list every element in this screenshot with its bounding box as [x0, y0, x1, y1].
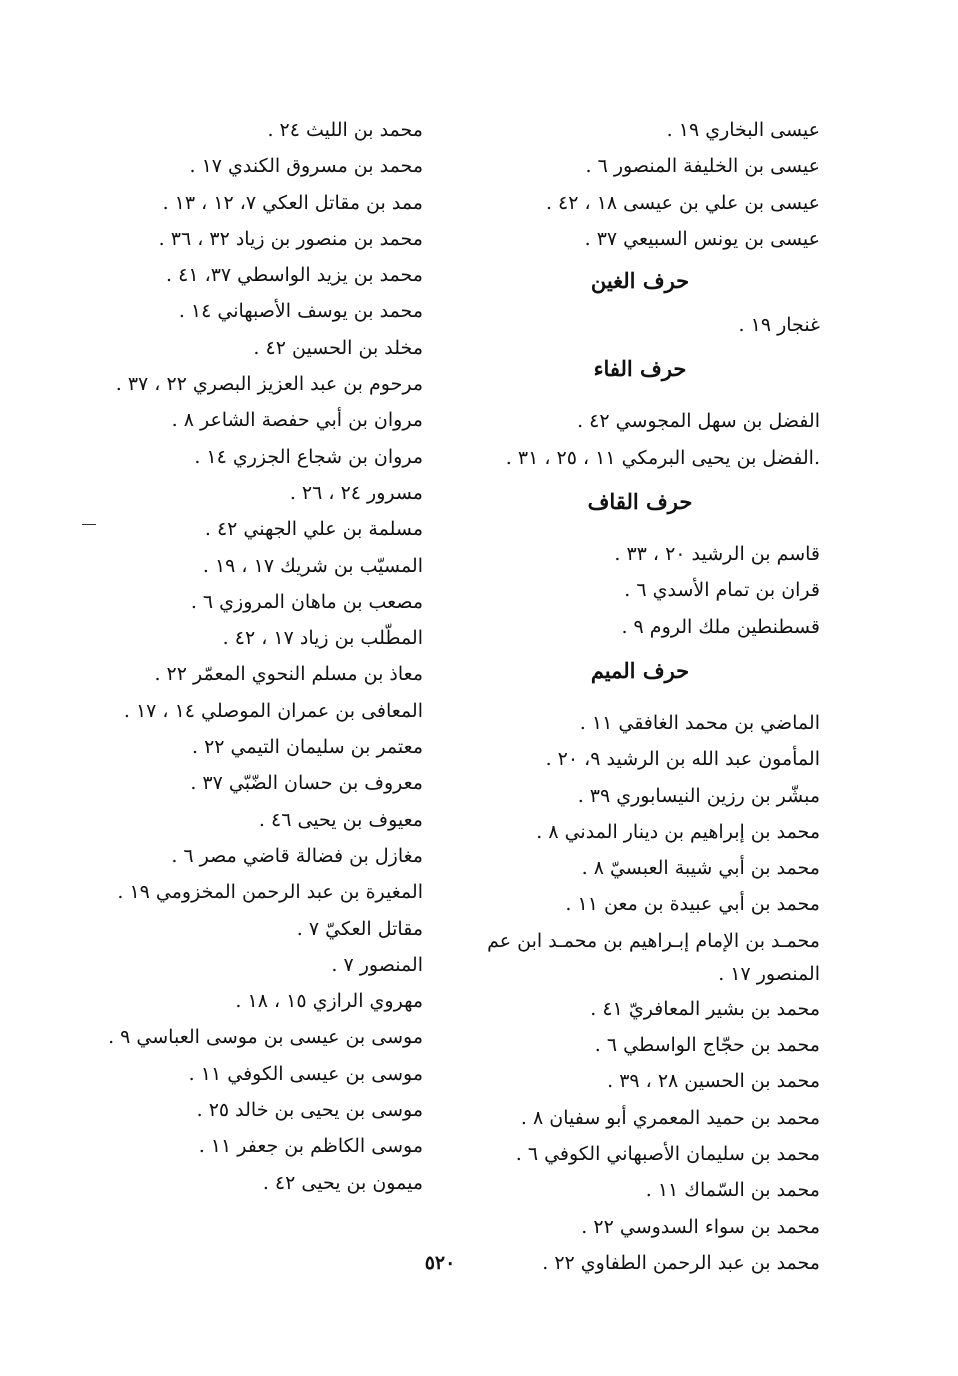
index-entry: مهروي الرازي ١٥ ، ١٨ . — [235, 990, 423, 1013]
index-entry: موسى بن عيسى الكوفي ١١ . — [188, 1062, 423, 1085]
index-entry: موسى الكاظم بن جعفر ١١ . — [198, 1135, 423, 1158]
index-entry: معيوف بن يحيى ٤٦ . — [258, 808, 423, 831]
index-entry: محمد بن يزيد الواسطي ٣٧، ٤١ . — [166, 264, 423, 287]
section-heading-ghain: حرف الغين — [590, 268, 690, 294]
index-entry: مرحوم بن عبد العزيز البصري ٢٢ ، ٣٧ . — [115, 373, 423, 396]
index-entry: معاذ بن مسلم النحوي المعمّر ٢٢ . — [154, 663, 423, 686]
section-heading-mim: حرف الميم — [590, 657, 690, 683]
index-entry: محمد بن السّماك ١١ . — [645, 1179, 820, 1202]
section-heading-qaf: حرف القاف — [587, 489, 693, 515]
index-entry: محمد بن منصور بن زياد ٣٢ ، ٣٦ . — [158, 227, 423, 250]
index-entry: محمد بن الليث ٢٤ . — [267, 119, 423, 141]
index-entry: .الفضل بن يحيى البرمكي ١١ ، ٢٥ ، ٣١ . — [505, 446, 820, 469]
index-entry: معتمر بن سليمان التيمي ٢٢ . — [192, 736, 423, 759]
left-index-column — [93, 112, 423, 1201]
section-heading-fa: حرف الفاء — [593, 356, 687, 382]
index-entry: محمد بن أبي شيبة العبسيّ ٨ . — [581, 857, 820, 880]
index-entry: المغيرة بن عبد الرحمن المخزومي ١٩ . — [117, 881, 423, 904]
index-entry: مروان بن شجاع الجزري ١٤ . — [194, 445, 423, 468]
index-entry: معروف بن حسان الضّبّي ٣٧ . — [190, 772, 423, 795]
index-entry: ممد بن مقاتل العكي ٧، ١٢ ، ١٣ . — [162, 191, 423, 214]
index-entry: المسيّب بن شريك ١٧ ، ١٩ . — [202, 554, 423, 577]
index-entry: مروان بن أبي حفصة الشاعر ٨ . — [171, 409, 423, 432]
index-entry: محمد بن عبد الرحمن الطفاوي ٢٢ . — [542, 1251, 820, 1274]
index-entry: مسرور ٢٤ ، ٢٦ . — [289, 481, 423, 504]
index-entry: مغازل بن فضالة قاضي مصر ٦ . — [171, 844, 423, 867]
index-entry: مخلد بن الحسين ٤٢ . — [253, 336, 423, 359]
index-entry: الفضل بن سهل المجوسي ٤٢ . — [577, 410, 820, 433]
index-entry: المطّلب بن زياد ١٧ ، ٤٢ . — [222, 627, 423, 650]
index-entry: الماضي بن محمد الغافقي ١١ . — [579, 711, 820, 734]
index-entry: المنصور ٧ . — [331, 953, 423, 976]
index-entry: محمد بن بشير المعافريّ ٤١ . — [590, 997, 820, 1020]
index-entry: قاسم بن الرشيد ٢٠ ، ٣٣ . — [614, 543, 820, 566]
index-entry: مقاتل العكيّ ٧ . — [296, 917, 423, 940]
index-entry: محمد بن سواء السدوسي ٢٢ . — [581, 1215, 820, 1238]
index-entry: عيسى بن يونس السبيعي ٣٧ . — [584, 227, 820, 250]
index-entry: المأمون عبد الله بن الرشيد ٩، ٢٠ . — [545, 748, 820, 771]
index-entry: غنجار ١٩ . — [738, 314, 820, 337]
index-entry: المعافى بن عمران الموصلي ١٤ ، ١٧ . — [123, 699, 423, 722]
index-entry: محمد بن أبي عبيدة بن معن ١١ . — [565, 893, 820, 916]
index-entry: عيسى بن الخليفة المنصور ٦ . — [585, 155, 820, 178]
margin-mark — [82, 524, 96, 525]
index-entry: عيسى بن علي بن عيسى ١٨ ، ٤٢ . — [545, 191, 820, 214]
index-entry: محمد بن الحسين ٢٨ ، ٣٩ . — [607, 1070, 820, 1093]
right-index-column — [460, 112, 820, 1281]
index-entry: محمد بن يوسف الأصبهاني ١٤ . — [178, 300, 423, 323]
index-entry: مسلمة بن علي الجهني ٤٢ . — [204, 518, 423, 541]
index-entry: مبشّر بن رزين النيسابوري ٣٩ . — [577, 784, 820, 807]
index-entry: محمد بن مسروق الكندي ١٧ . — [189, 155, 423, 178]
index-entry: موسى بن عيسى بن موسى العباسي ٩ . — [108, 1026, 423, 1049]
index-entry: ميمون بن يحيى ٤٢ . — [262, 1171, 423, 1194]
index-entry: محمد بن إبراهيم بن دينار المدني ٨ . — [536, 820, 820, 843]
index-entry: مصعب بن ماهان المروزي ٦ . — [190, 590, 423, 613]
index-entry: محمد بن سليمان الأصبهاني الكوفي ٦ . — [515, 1142, 820, 1165]
index-entry-wrapped: محمـد بن الإمام إبـراهيم بن محمـد ابن عم المنصور ١٧ . — [487, 929, 820, 985]
index-entry: قسطنطين ملك الروم ٩ . — [621, 615, 820, 638]
index-entry: محمد بن حجّاج الواسطي ٦ . — [594, 1034, 820, 1057]
page-number: ٥٢٠ — [424, 1252, 456, 1274]
index-entry: موسى بن يحيى بن خالد ٢٥ . — [196, 1099, 423, 1122]
index-entry: عيسى البخاري ١٩ . — [666, 119, 820, 141]
index-entry: محمد بن حميد المعمري أبو سفيان ٨ . — [520, 1106, 820, 1129]
index-entry: قران بن تمام الأسدي ٦ . — [624, 579, 820, 602]
